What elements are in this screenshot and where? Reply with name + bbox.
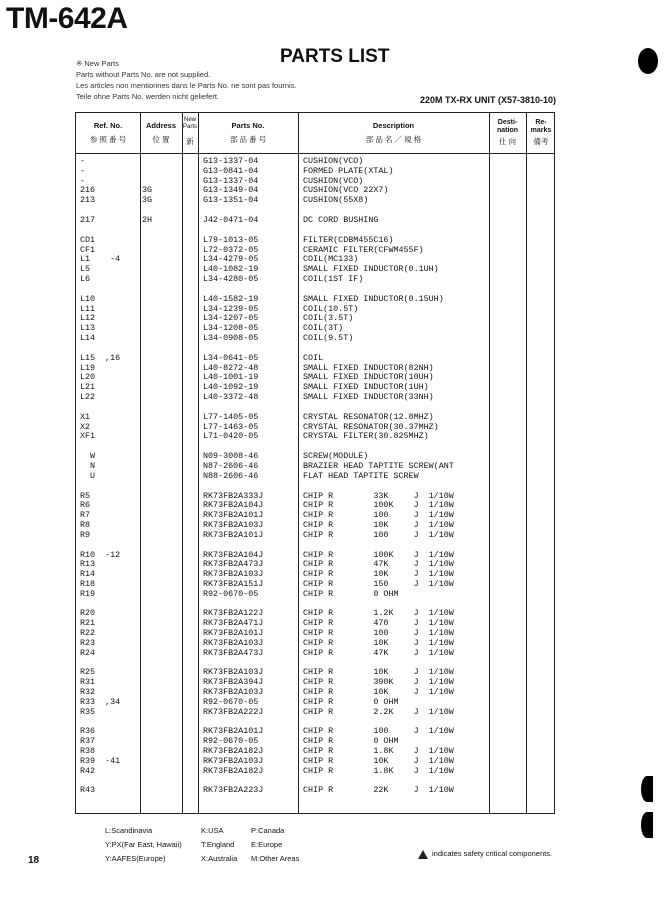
safety-note-text: indicates safety critical components. — [432, 849, 553, 858]
description-cell: DC CORD BUSHING — [303, 214, 379, 225]
ref-cell: L15 ,16 — [80, 352, 121, 363]
ref-cell: R25 — [80, 667, 96, 678]
ref-cell: R33 ,34 — [80, 696, 121, 707]
header-destination-jp: 仕 向 — [498, 137, 517, 146]
legend-item: P:Canada — [251, 826, 285, 835]
parts-number-cell: L40-1582-19 — [203, 293, 259, 304]
notes-block — [76, 58, 297, 102]
ref-cell: R35 — [80, 706, 96, 717]
parts-number-cell: L77-1405-05 — [203, 411, 259, 422]
parts-number-cell: RK73FB2A473J — [203, 647, 264, 658]
parts-number-cell: L34-1207-05 — [203, 313, 259, 324]
description-cell: CHIP R 10K J 1/10W — [303, 755, 454, 766]
parts-number-cell: L40-1082-19 — [203, 264, 259, 275]
header-parts: Parts No. — [231, 121, 265, 130]
description-cell: CHIP R 22K J 1/10W — [303, 785, 454, 796]
parts-number-cell: G13-0841-04 — [203, 165, 259, 176]
parts-number-cell: N09-3008-46 — [203, 451, 259, 462]
ref-cell: R13 — [80, 559, 96, 570]
parts-number-cell: L40-8272-48 — [203, 362, 259, 373]
ref-cell: R7 — [80, 510, 91, 521]
note-german: Teile ohne Parts No. werden nicht geliefert. — [76, 92, 219, 101]
parts-number-cell: RK73FB2A222J — [203, 706, 264, 717]
legend-item: M:Other Areas — [251, 854, 300, 863]
group-spacer — [76, 541, 554, 551]
ref-cell: R22 — [80, 628, 96, 639]
description-cell: CHIP R 1.8K J 1/10W — [303, 765, 454, 776]
ref-cell: L6 — [80, 273, 91, 284]
ref-cell: L20 — [80, 372, 96, 383]
header-parts-jp: 部 品 番 号 — [229, 135, 267, 144]
ref-cell: L10 — [80, 293, 96, 304]
description-cell: SMALL FIXED INDUCTOR(10UH) — [303, 372, 434, 383]
note-english: Parts without Parts No. are not supplied. — [76, 70, 211, 79]
description-cell: CHIP R 1.2K J 1/10W — [303, 608, 454, 619]
parts-number-cell: G13-1349-04 — [203, 185, 259, 196]
description-cell: CHIP R 10K J 1/10W — [303, 637, 454, 648]
parts-number-cell: L77-1463-05 — [203, 421, 259, 432]
description-cell: SMALL FIXED INDUCTOR(1UH) — [303, 382, 429, 393]
description-cell: CHIP R 100 J 1/10W — [303, 726, 454, 737]
description-cell: CHIP R 100 J 1/10W — [303, 529, 454, 540]
address-cell: 3G — [142, 185, 153, 196]
parts-number-cell: RK73FB2A103J — [203, 637, 264, 648]
ref-cell: R10 -12 — [80, 549, 121, 560]
description-cell: SMALL FIXED INDUCTOR(0.1UH) — [303, 264, 439, 275]
description-cell: CHIP R 47K J 1/10W — [303, 647, 454, 658]
binding-hole-mark — [641, 812, 653, 838]
legend-item: Y:PX(Far East, Hawaii) — [105, 840, 182, 849]
parts-number-cell: L34-1208-05 — [203, 323, 259, 334]
description-cell: COIL(3.5T) — [303, 313, 354, 324]
parts-rows — [76, 157, 554, 796]
ref-cell: CF1 — [80, 244, 96, 255]
description-cell: SMALL FIXED INDUCTOR(0.15UH) — [303, 293, 444, 304]
parts-number-cell: RK73FB2A103J — [203, 519, 264, 530]
description-cell: FORMED PLATE(XTAL) — [303, 165, 394, 176]
description-cell: CHIP R 100K J 1/10W — [303, 549, 454, 560]
legend-item: X:Australia — [201, 854, 238, 863]
parts-number-cell: L34-4280-05 — [203, 273, 259, 284]
parts-number-cell: RK73FB2A182J — [203, 765, 264, 776]
parts-number-cell: RK73FB2A122J — [203, 608, 264, 619]
ref-cell: L1 -4 — [80, 254, 121, 265]
parts-number-cell: R92-0670-05 — [203, 736, 259, 747]
ref-cell: R38 — [80, 746, 96, 757]
parts-number-cell: G13-1337-04 — [203, 175, 259, 186]
ref-cell: W — [80, 451, 96, 462]
parts-number-cell: RK73FB2A104J — [203, 549, 264, 560]
parts-table — [75, 112, 555, 814]
ref-cell: R32 — [80, 687, 96, 698]
description-cell: CHIP R 10K J 1/10W — [303, 569, 454, 580]
parts-number-cell: RK73FB2A101J — [203, 529, 264, 540]
legend-item: K:USA — [201, 826, 224, 835]
table-row — [76, 590, 554, 600]
table-row — [76, 649, 554, 659]
ref-cell: L19 — [80, 362, 96, 373]
table-row — [76, 767, 554, 777]
table-row — [76, 275, 554, 285]
parts-number-cell: L34-1239-05 — [203, 303, 259, 314]
description-cell: CHIP R 10K J 1/10W — [303, 519, 454, 530]
description-cell: SMALL FIXED INDUCTOR(82NH) — [303, 362, 434, 373]
parts-number-cell: L34-4279-05 — [203, 254, 259, 265]
ref-cell: R20 — [80, 608, 96, 619]
legend-item: L:Scandinavia — [105, 826, 153, 835]
parts-number-cell: L79-1013-05 — [203, 234, 259, 245]
legend-item: E:Europe — [251, 840, 283, 849]
description-cell: CHIP R 33K J 1/10W — [303, 490, 454, 501]
ref-cell: L11 — [80, 303, 96, 314]
description-cell: CHIP R 0 OHM — [303, 736, 399, 747]
binding-hole-mark — [638, 48, 658, 74]
parts-number-cell: G13-1337-04 — [203, 156, 259, 166]
description-cell: CUSHION(VCO) — [303, 156, 364, 166]
description-cell: CRYSTAL FILTER(30.825MHZ) — [303, 431, 429, 442]
description-cell: CHIP R 100 J 1/10W — [303, 510, 454, 521]
parts-number-cell: R92-0670-05 — [203, 696, 259, 707]
header-description: Description — [372, 121, 415, 130]
table-row — [76, 531, 554, 541]
description-cell: CHIP R 1.8K J 1/10W — [303, 746, 454, 757]
header-new-jp: 新 — [186, 137, 194, 146]
ref-cell: U — [80, 470, 96, 481]
parts-number-cell: G13-1351-04 — [203, 195, 259, 206]
legend-col-1 — [105, 824, 182, 866]
ref-cell: R5 — [80, 490, 91, 501]
header-new: New Parts — [182, 117, 197, 130]
parts-number-cell: RK73FB2A101J — [203, 628, 264, 639]
parts-number-cell: RK73FB2A104J — [203, 500, 264, 511]
header-ref: Ref. No. — [93, 121, 123, 130]
description-cell: CUSHION(VCO 22X7) — [303, 185, 389, 196]
description-cell: CUSHION(55X8) — [303, 195, 369, 206]
ref-cell: R37 — [80, 736, 96, 747]
description-cell: COIL(1ST IF) — [303, 273, 364, 284]
description-cell: CHIP R 2.2K J 1/10W — [303, 706, 454, 717]
ref-cell: L5 — [80, 264, 91, 275]
parts-number-cell: N88-2606-46 — [203, 470, 259, 481]
description-cell: CHIP R 100 J 1/10W — [303, 628, 454, 639]
description-cell: COIL(3T) — [303, 323, 344, 334]
parts-number-cell: RK73FB2A101J — [203, 726, 264, 737]
ref-cell: - — [80, 165, 86, 176]
ref-cell: L21 — [80, 382, 96, 393]
description-cell: FLAT HEAD TAPTITE SCREW — [303, 470, 419, 481]
parts-number-cell: RK73FB2A103J — [203, 687, 264, 698]
ref-cell: - — [80, 156, 86, 166]
ref-cell: R21 — [80, 618, 96, 629]
header-ref-jp: 参 照 番 号 — [89, 135, 127, 144]
description-cell: CHIP R 100K J 1/10W — [303, 500, 454, 511]
parts-number-cell: RK73FB2A473J — [203, 559, 264, 570]
parts-number-cell: J42-0471-04 — [203, 214, 259, 225]
description-cell: CHIP R 10K J 1/10W — [303, 667, 454, 678]
description-cell: COIL(9.5T) — [303, 332, 354, 343]
parts-number-cell: L40-1092-19 — [203, 382, 259, 393]
table-row — [76, 432, 554, 442]
page-title: PARTS LIST — [280, 46, 390, 67]
ref-cell: R23 — [80, 637, 96, 648]
ref-cell: 216 — [80, 185, 96, 196]
ref-cell: R18 — [80, 578, 96, 589]
table-row — [76, 334, 554, 344]
description-cell: CHIP R 0 OHM — [303, 696, 399, 707]
description-cell: FILTER(CDBM455C16) — [303, 234, 394, 245]
ref-cell: X1 — [80, 411, 91, 422]
header-remarks-jp: 備考 — [533, 137, 549, 146]
parts-number-cell: RK73FB2A182J — [203, 746, 264, 757]
parts-number-cell: RK73FB2A394J — [203, 677, 264, 688]
legend-item: Y:AAFES(Europe) — [105, 854, 166, 863]
address-cell: 3G — [142, 195, 153, 206]
description-cell: CRYSTAL RESONATOR(30.37MHZ) — [303, 421, 439, 432]
ref-cell: L13 — [80, 323, 96, 334]
description-cell: CHIP R 47K J 1/10W — [303, 559, 454, 570]
ref-cell: R36 — [80, 726, 96, 737]
description-cell: SMALL FIXED INDUCTOR(33NH) — [303, 391, 434, 402]
warning-triangle-icon — [418, 850, 428, 859]
ref-cell: R8 — [80, 519, 91, 530]
ref-cell: R43 — [80, 785, 96, 796]
description-cell: CHIP R 0 OHM — [303, 588, 399, 599]
description-cell: COIL(10.5T) — [303, 303, 359, 314]
parts-number-cell: L71-0420-05 — [203, 431, 259, 442]
description-cell: CUSHION(VCO) — [303, 175, 364, 186]
ref-cell: L12 — [80, 313, 96, 324]
unit-title: 220M TX-RX UNIT (X57-3810-10) — [420, 95, 557, 105]
ref-cell: R6 — [80, 500, 91, 511]
ref-cell: R39 -41 — [80, 755, 121, 766]
parts-number-cell: L34-0641-05 — [203, 352, 259, 363]
model-name: TM-642A — [6, 2, 128, 35]
description-cell: BRAZIER HEAD TAPTITE SCREW(ANT — [303, 460, 454, 471]
ref-cell: 217 — [80, 214, 96, 225]
parts-number-cell: RK73FB2A151J — [203, 578, 264, 589]
table-row — [76, 216, 554, 226]
page-number: 18 — [28, 855, 40, 866]
description-cell: CHIP R 150 J 1/10W — [303, 578, 454, 589]
note-french: Les articles non mentionnes dans le Parts No. ne sont pas fournis. — [76, 81, 297, 90]
safety-note — [418, 849, 552, 859]
description-cell: CHIP R 10K J 1/10W — [303, 687, 454, 698]
table-row — [76, 472, 554, 482]
parts-number-cell: R92-0670-05 — [203, 588, 259, 599]
address-cell: 2H — [142, 214, 153, 225]
ref-cell: R24 — [80, 647, 96, 658]
ref-cell: XF1 — [80, 431, 96, 442]
table-row — [76, 196, 554, 206]
table-row — [76, 786, 554, 796]
header-description-jp: 部 品 名 ／ 規 格 — [365, 135, 422, 144]
description-cell: COIL — [303, 352, 324, 363]
ref-cell: - — [80, 175, 86, 186]
header-destination: Desti- nation — [497, 119, 518, 134]
parts-number-cell: RK73FB2A223J — [203, 785, 264, 796]
ref-cell: R31 — [80, 677, 96, 688]
parts-number-cell: RK73FB2A471J — [203, 618, 264, 629]
parts-number-cell: RK73FB2A333J — [203, 490, 264, 501]
parts-number-cell: L34-0908-05 — [203, 332, 259, 343]
ref-cell: R19 — [80, 588, 96, 599]
ref-cell: L14 — [80, 332, 96, 343]
description-cell: CHIP R 470 J 1/10W — [303, 618, 454, 629]
parts-number-cell: RK73FB2A101J — [203, 510, 264, 521]
header-address-jp: 位 置 — [152, 135, 170, 144]
legend-item: T:England — [201, 840, 235, 849]
legend-col-3 — [251, 824, 299, 866]
table-row — [76, 708, 554, 718]
binding-hole-mark — [641, 776, 653, 802]
note-new-parts: ※ New Parts — [76, 59, 119, 68]
header-remarks: Re- marks — [530, 119, 552, 134]
parts-number-cell: RK73FB2A103J — [203, 569, 264, 580]
parts-number-cell: RK73FB2A103J — [203, 755, 264, 766]
description-cell: CHIP R 390K J 1/10W — [303, 677, 454, 688]
ref-cell: CD1 — [80, 234, 96, 245]
ref-cell: R14 — [80, 569, 96, 580]
header-address: Address — [145, 121, 176, 130]
description-cell: CERAMIC FILTER(CFWM455F) — [303, 244, 424, 255]
parts-number-cell: L72-0372-05 — [203, 244, 259, 255]
ref-cell: 213 — [80, 195, 96, 206]
description-cell: SCREW(MODULE) — [303, 451, 369, 462]
description-cell: COIL(MC133) — [303, 254, 359, 265]
ref-cell: L22 — [80, 391, 96, 402]
legend-col-2 — [201, 824, 237, 866]
table-row — [76, 393, 554, 403]
ref-cell: X2 — [80, 421, 91, 432]
ref-cell: N — [80, 460, 96, 471]
description-cell: CRYSTAL RESONATOR(12.8MHZ) — [303, 411, 434, 422]
ref-cell: R9 — [80, 529, 91, 540]
parts-number-cell: RK73FB2A103J — [203, 667, 264, 678]
ref-cell: R42 — [80, 765, 96, 776]
parts-number-cell: L40-3372-48 — [203, 391, 259, 402]
parts-number-cell: N87-2606-46 — [203, 460, 259, 471]
parts-number-cell: L40-1001-19 — [203, 372, 259, 383]
